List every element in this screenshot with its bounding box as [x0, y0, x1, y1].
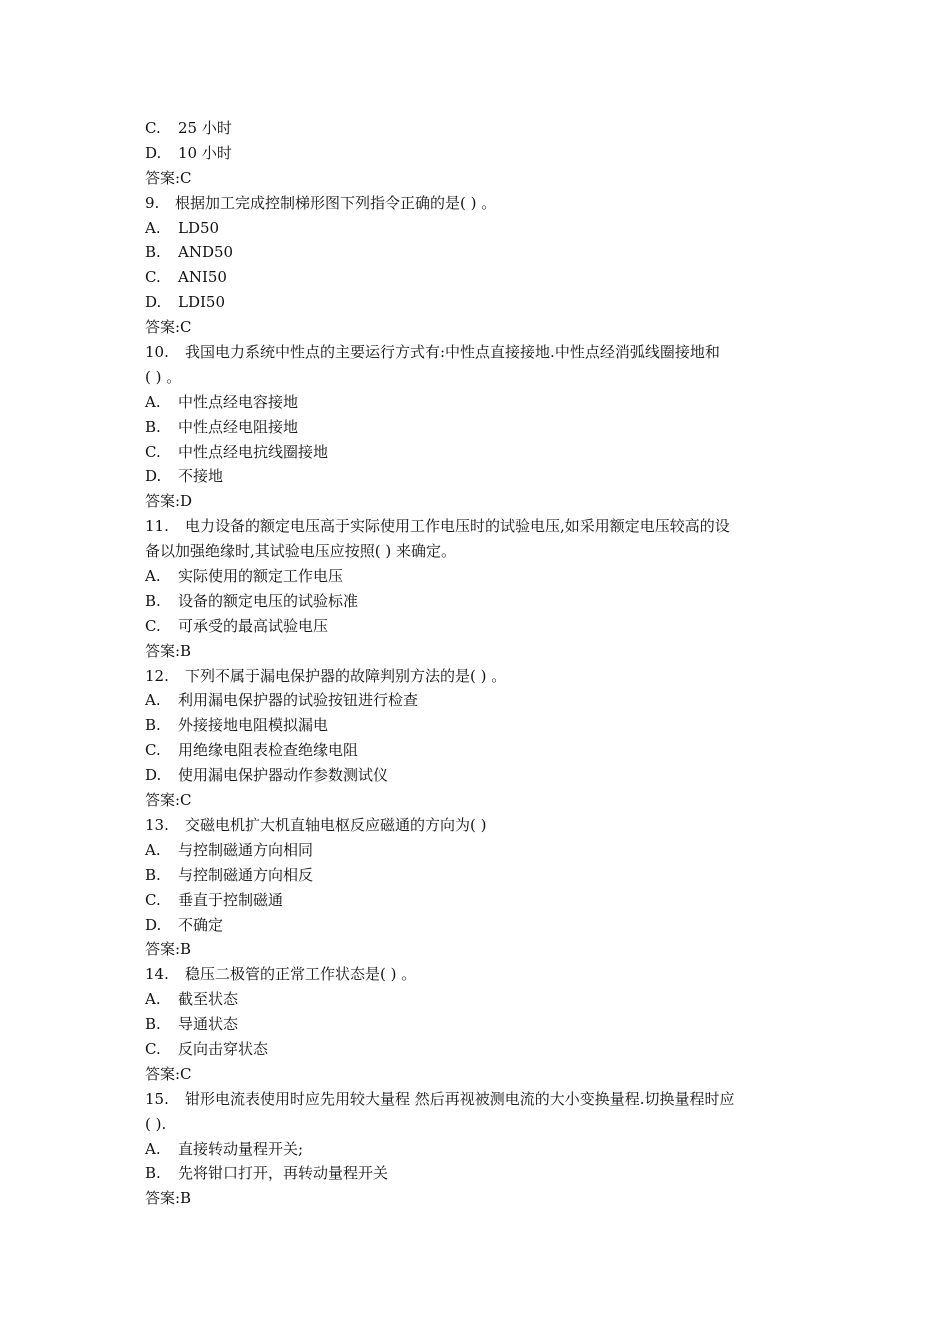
- option-letter: C.: [145, 616, 161, 635]
- question-number: 13.: [145, 815, 169, 834]
- question-text-continued: ( ).: [145, 1114, 167, 1133]
- question-continuation: [145, 365, 815, 390]
- option-letter: D.: [145, 143, 162, 162]
- option-text: 用绝缘电阻表检查绝缘电阻: [178, 741, 359, 760]
- option-letter: B.: [145, 1015, 161, 1034]
- question-number: 11.: [145, 517, 169, 536]
- question-text: 我国电力系统中性点的主要运行方式有:中性点直接接地.中性点经消弧线圈接地和: [185, 343, 720, 362]
- option-line: [145, 913, 815, 938]
- question-text: 根据加工完成控制梯形图下列指令正确的是( ) 。: [175, 193, 497, 212]
- option-letter: A.: [145, 691, 161, 710]
- answer-line: [145, 489, 815, 514]
- option-line: [145, 1137, 815, 1162]
- question-text: 稳压二极管的正常工作状态是( ) 。: [185, 965, 417, 984]
- question-line: [145, 340, 815, 365]
- option-letter: C.: [145, 119, 161, 137]
- option-line: [145, 987, 815, 1012]
- option-line: [145, 464, 815, 489]
- option-text: 直接转动量程开关;: [178, 1139, 304, 1158]
- option-letter: A.: [145, 1139, 161, 1158]
- option-letter: A.: [145, 567, 161, 586]
- option-letter: D.: [145, 467, 162, 486]
- answer-line: [145, 166, 815, 191]
- option-letter: B.: [145, 417, 161, 436]
- option-letter: B.: [145, 243, 161, 262]
- option-text: 10 小时: [178, 143, 232, 162]
- option-text: 利用漏电保护器的试验按钮进行检查: [178, 691, 419, 710]
- question-number: 12.: [145, 666, 169, 685]
- option-line: [145, 838, 815, 863]
- question-text: 电力设备的额定电压高于实际使用工作电压时的试验电压,如采用额定电压较高的设: [185, 517, 730, 536]
- question-text: 钳形电流表使用时应先用较大量程 然后再视被测电流的大小变换量程.切换量程时应: [185, 1089, 735, 1108]
- answer-text: 答案:C: [145, 318, 192, 337]
- option-letter: B.: [145, 716, 161, 735]
- option-letter: A.: [145, 840, 161, 859]
- question-number: 9.: [145, 193, 160, 212]
- question-line: [145, 962, 815, 987]
- option-text: 可承受的最高试验电压: [178, 616, 329, 635]
- option-line: [145, 1012, 815, 1037]
- option-line: [145, 265, 815, 290]
- answer-line: [145, 788, 815, 813]
- option-line: [145, 116, 815, 141]
- option-letter: D.: [145, 915, 162, 934]
- option-line: [145, 738, 815, 763]
- option-line: [145, 1037, 815, 1062]
- question-text-continued: 备以加强绝缘时,其试验电压应按照( ) 来确定。: [145, 542, 457, 561]
- option-line: [145, 589, 815, 614]
- option-text: LD50: [178, 218, 220, 237]
- option-text: AND50: [178, 243, 234, 262]
- option-letter: A.: [145, 990, 161, 1009]
- answer-line: [145, 1062, 815, 1087]
- option-text: 25 小时: [178, 119, 232, 137]
- option-letter: C.: [145, 442, 161, 461]
- option-text: 先将钳口打开，再转动量程开关: [178, 1164, 389, 1183]
- option-letter: D.: [145, 293, 162, 312]
- question-continuation: [145, 539, 815, 564]
- option-text: 实际使用的额定工作电压: [178, 567, 344, 586]
- question-number: 10.: [145, 343, 169, 362]
- answer-line: [145, 315, 815, 340]
- option-text: 中性点经电抗线圈接地: [178, 442, 329, 461]
- question-line: [145, 514, 815, 539]
- option-line: [145, 415, 815, 440]
- option-line: [145, 216, 815, 241]
- option-line: [145, 240, 815, 265]
- question-number: 14.: [145, 965, 169, 984]
- option-line: [145, 863, 815, 888]
- question-text: 交磁电机扩大机直轴电枢反应磁通的方向为( ): [185, 815, 487, 834]
- question-line: [145, 1087, 815, 1112]
- option-letter: B.: [145, 865, 161, 884]
- option-line: [145, 440, 815, 465]
- option-line: [145, 688, 815, 713]
- question-continuation: [145, 1112, 815, 1137]
- question-list: [145, 116, 815, 1211]
- question-text: 下列不属于漏电保护器的故障判别方法的是( ) 。: [185, 666, 507, 685]
- option-text: 外接接地电阻模拟漏电: [178, 716, 329, 735]
- question-line: [145, 191, 815, 216]
- option-line: [145, 290, 815, 315]
- answer-text: 答案:B: [145, 641, 192, 660]
- option-line: [145, 1161, 815, 1186]
- answer-text: 答案:B: [145, 940, 192, 959]
- option-text: 与控制磁通方向相反: [178, 865, 314, 884]
- question-line: [145, 664, 815, 689]
- answer-text: 答案:D: [145, 492, 193, 511]
- answer-line: [145, 639, 815, 664]
- answer-text: 答案:C: [145, 1064, 192, 1083]
- option-line: [145, 713, 815, 738]
- option-letter: B.: [145, 1164, 161, 1183]
- option-text: 不确定: [178, 915, 224, 934]
- option-line: [145, 141, 815, 166]
- option-line: [145, 614, 815, 639]
- option-text: 反向击穿状态: [178, 1039, 269, 1058]
- answer-text: 答案:C: [145, 168, 192, 187]
- option-text: 使用漏电保护器动作参数测试仪: [178, 766, 389, 785]
- option-text: 与控制磁通方向相同: [178, 840, 314, 859]
- option-text: LDI50: [178, 293, 225, 312]
- option-text: 不接地: [178, 467, 224, 486]
- option-letter: A.: [145, 392, 161, 411]
- option-text: 垂直于控制磁通: [178, 890, 284, 909]
- answer-text: 答案:B: [145, 1189, 192, 1208]
- option-text: 截至状态: [178, 990, 239, 1009]
- option-letter: C.: [145, 1039, 161, 1058]
- answer-line: [145, 937, 815, 962]
- option-text: 导通状态: [178, 1015, 239, 1034]
- option-letter: C.: [145, 268, 161, 287]
- option-letter: C.: [145, 741, 161, 760]
- question-text-continued: ( ) 。: [145, 367, 182, 386]
- question-number: 15.: [145, 1089, 169, 1108]
- option-letter: C.: [145, 890, 161, 909]
- option-line: [145, 564, 815, 589]
- answer-text: 答案:C: [145, 791, 192, 810]
- option-text: 设备的额定电压的试验标准: [178, 591, 359, 610]
- answer-line: [145, 1186, 815, 1211]
- option-letter: D.: [145, 766, 162, 785]
- option-line: [145, 763, 815, 788]
- question-line: [145, 813, 815, 838]
- option-text: ANI50: [178, 268, 227, 287]
- option-text: 中性点经电阻接地: [178, 417, 299, 436]
- option-letter: A.: [145, 218, 161, 237]
- option-text: 中性点经电容接地: [178, 392, 299, 411]
- option-letter: B.: [145, 591, 161, 610]
- option-line: [145, 888, 815, 913]
- option-line: [145, 390, 815, 415]
